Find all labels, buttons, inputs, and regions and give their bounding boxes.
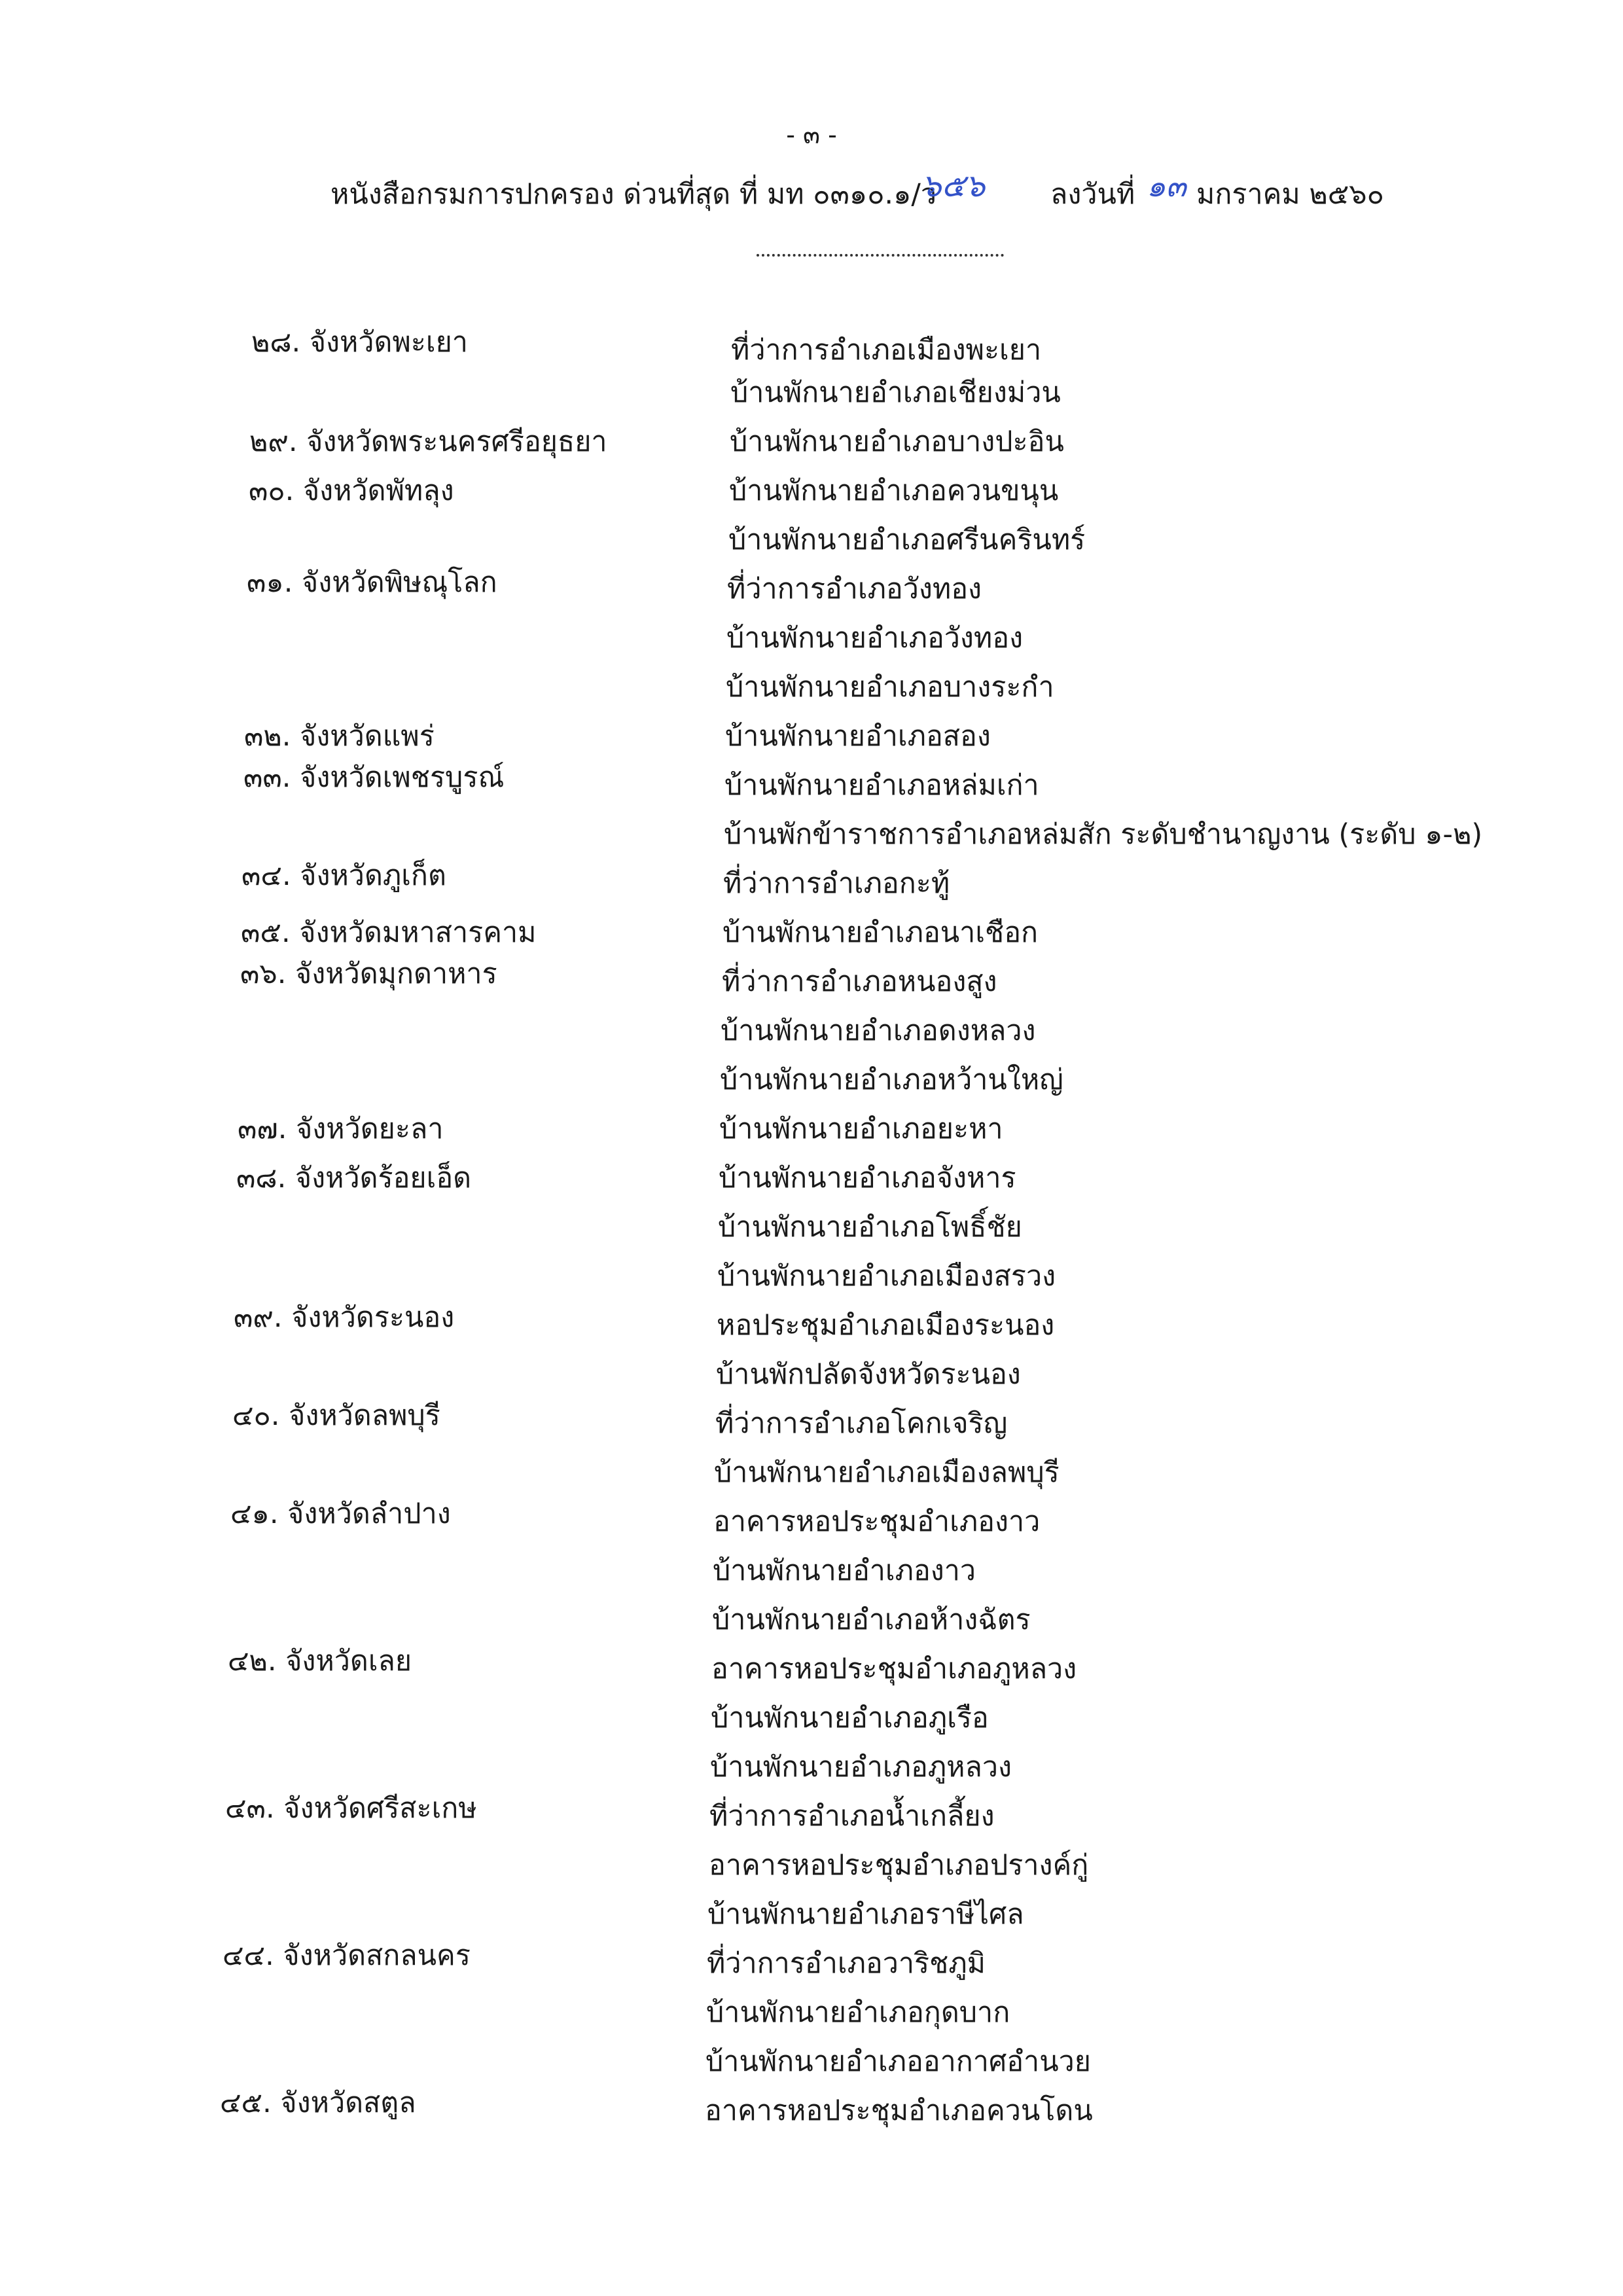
list-item	[0, 2088, 1623, 2127]
province-name: ๔๒. จังหวัดเลย	[228, 1645, 412, 1677]
page-number: - ๓ -	[786, 120, 837, 149]
province-name: ๓๐. จังหวัดพัทลุง	[249, 475, 454, 507]
date-label: ลงวันที่	[1050, 178, 1135, 211]
province-name: ๒๙. จังหวัดพระนครศรีอยุธยา	[249, 425, 607, 458]
location-name: บ้านพักนายอำเภอภูเรือ	[711, 1702, 989, 1734]
location-name: บ้านพักนายอำเภอสอง	[725, 720, 991, 753]
location-name: ที่ว่าการอำเภอเมืองพะเยา	[731, 334, 1042, 367]
list-item	[0, 1941, 1623, 1980]
location-name: บ้านพักนายอำเภอเชียงม่วน	[730, 376, 1061, 409]
reference-number-handwritten: ๖๕๖	[921, 168, 986, 204]
location-name: บ้านพักนายอำเภออากาศอำนวย	[705, 2045, 1091, 2078]
list-item	[0, 327, 1623, 367]
location-name: บ้านพักนายอำเภอบางปะอิน	[730, 425, 1064, 458]
list-item	[0, 1892, 1623, 1931]
location-name: บ้านพักนายอำเภอราษีไศล	[707, 1898, 1024, 1931]
list-item	[0, 959, 1623, 998]
location-name: บ้านพักนายอำเภอยะหา	[719, 1113, 1003, 1145]
location-name: บ้านพักนายอำเภอห้างฉัตร	[712, 1604, 1031, 1636]
location-name: บ้านพักนายอำเภองาว	[713, 1554, 976, 1587]
list-item	[0, 1057, 1623, 1096]
location-name: บ้านพักนายอำเภอหว้านใหญ่	[720, 1064, 1063, 1096]
list-item	[0, 1842, 1623, 1882]
list-item	[0, 762, 1623, 802]
list-item	[0, 1990, 1623, 2029]
location-name: อาคารหอประชุมอำเภองาว	[713, 1505, 1041, 1538]
list-item	[0, 664, 1623, 704]
location-name: บ้านพักนายอำเภอวังทอง	[726, 622, 1024, 655]
location-name: ที่ว่าการอำเภอโคกเจริญ	[715, 1407, 1008, 1440]
province-name: ๓๘. จังหวัดร้อยเอ็ด	[236, 1162, 472, 1194]
list-item	[0, 812, 1623, 851]
location-name: บ้านพักนายอำเภอโพธิ์ชัย	[718, 1211, 1022, 1244]
province-name: ๓๕. จังหวัดมหาสารคาม	[241, 916, 537, 949]
letterhead-reference	[0, 168, 1623, 230]
list-item	[0, 713, 1623, 753]
province-name: ๔๓. จังหวัดศรีสะเกษ	[225, 1792, 477, 1825]
location-name: บ้านพักนายอำเภอจังหาร	[719, 1162, 1016, 1194]
province-name: ๓๒. จังหวัดแพร่	[244, 720, 435, 753]
province-name: ๓๙. จังหวัดระนอง	[234, 1301, 455, 1334]
location-name: บ้านพักนายอำเภอเมืองสรวง	[717, 1260, 1056, 1293]
list-item	[0, 615, 1623, 655]
list-item	[0, 861, 1623, 900]
province-name: ๔๕. จังหวัดสตูล	[220, 2087, 416, 2119]
location-name: บ้านพักนายอำเภอศรีนครินทร์	[728, 524, 1086, 556]
province-name: ๔๑. จังหวัดลำปาง	[230, 1498, 451, 1530]
list-item	[0, 1253, 1623, 1293]
list-item	[0, 1646, 1623, 1685]
location-name: บ้านพักนายอำเภอบางระกำ	[726, 671, 1054, 704]
province-name: ๓๑. จังหวัดพิษณุโลก	[247, 566, 497, 599]
date-month-year: มกราคม ๒๕๖๐	[1196, 178, 1384, 211]
list-item	[0, 1744, 1623, 1784]
list-item	[0, 1106, 1623, 1145]
province-name: ๔๔. จังหวัดสกลนคร	[223, 1939, 471, 1972]
location-name: บ้านพักนายอำเภอดงหลวง	[721, 1014, 1036, 1047]
location-name: บ้านพักนายอำเภอควนขนุน	[729, 475, 1059, 507]
list-item	[0, 1695, 1623, 1734]
location-name: บ้านพักปลัดจังหวัดระนอง	[716, 1358, 1021, 1391]
list-item	[0, 910, 1623, 949]
location-name: ที่ว่าการอำเภอน้ำเกลี้ยง	[709, 1800, 995, 1833]
list-item	[0, 1499, 1623, 1538]
location-name: อาคารหอประชุมอำเภอปรางค์กู่	[709, 1849, 1089, 1882]
province-name: ๓๗. จังหวัดยะลา	[238, 1113, 444, 1145]
location-name: บ้านพักนายอำเภอภูหลวง	[710, 1751, 1012, 1784]
list-item	[0, 1302, 1623, 1342]
list-item	[0, 1155, 1623, 1194]
dotted-divider	[757, 254, 1004, 257]
location-name: ที่ว่าการอำเภอหนองสูง	[722, 965, 997, 998]
list-item	[0, 1793, 1623, 1833]
province-name: ๒๘. จังหวัดพะเยา	[251, 326, 468, 359]
location-name: ที่ว่าการอำเภอวังทอง	[727, 573, 982, 605]
list-item	[0, 1401, 1623, 1440]
list-item	[0, 1450, 1623, 1489]
list-item	[0, 1597, 1623, 1636]
location-name: บ้านพักนายอำเภอนาเชือก	[722, 916, 1039, 949]
location-name: บ้านพักนายอำเภอกุดบาก	[706, 1996, 1010, 2029]
list-item	[0, 370, 1623, 409]
list-item	[0, 517, 1623, 556]
list-item	[0, 1008, 1623, 1047]
province-name: ๓๖. จังหวัดมุกดาหาร	[240, 958, 497, 990]
location-name: หอประชุมอำเภอเมืองระนอง	[717, 1309, 1055, 1342]
location-name: ที่ว่าการอำเภอวาริชภูมิ	[707, 1947, 986, 1980]
location-name: อาคารหอประชุมอำเภอควนโดน	[705, 2094, 1093, 2127]
location-name: ที่ว่าการอำเภอกะทู้	[723, 867, 950, 900]
list-item	[0, 1548, 1623, 1587]
location-name: บ้านพักข้าราชการอำเภอหล่มสัก ระดับชำนาญงาน (ระดับ ๑-๒)	[724, 818, 1483, 851]
date-day-handwritten: ๑๓	[1147, 168, 1186, 204]
location-name: บ้านพักนายอำเภอเมืองลพบุรี	[714, 1456, 1060, 1489]
list-item	[0, 419, 1623, 458]
location-name: บ้านพักนายอำเภอหล่มเก่า	[724, 769, 1039, 802]
province-name: ๔๐. จังหวัดลพบุรี	[232, 1399, 440, 1432]
list-item	[0, 468, 1623, 507]
location-name: อาคารหอประชุมอำเภอภูหลวง	[711, 1653, 1077, 1685]
list-item	[0, 1204, 1623, 1244]
list-item	[0, 566, 1623, 605]
province-name: ๓๔. จังหวัดภูเก็ต	[241, 859, 446, 892]
province-name: ๓๓. จังหวัดเพชรบูรณ์	[243, 761, 505, 794]
list-item	[0, 2039, 1623, 2078]
reference-label: หนังสือกรมการปกครอง ด่วนที่สุด ที่ มท ๐๓๑๐.๑/ว	[330, 178, 937, 211]
list-item	[0, 1352, 1623, 1391]
